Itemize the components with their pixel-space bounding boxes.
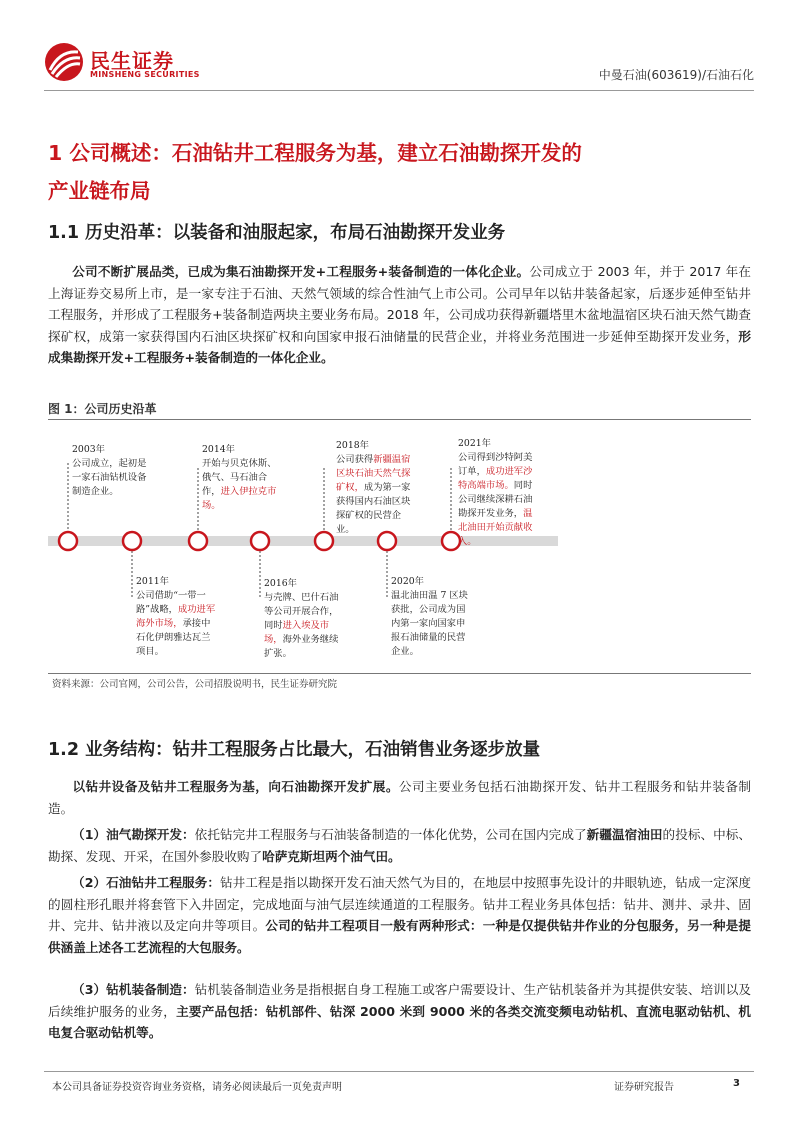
figure-1-title: 图 1：公司历史沿革	[48, 402, 157, 416]
section-1-title-line1: 1 公司概述：石油钻井工程服务为基，建立石油勘探开发的	[48, 141, 582, 165]
page-header	[44, 40, 754, 86]
header-divider	[44, 90, 754, 91]
section-1-1-paragraph	[48, 261, 751, 369]
milestone-2011-text: 2011年 公司借助“一带一路”战略，成功进军海外市场，承接中石化伊朗雅达瓦兰项目。	[136, 576, 216, 657]
minsheng-logo-icon	[44, 42, 84, 82]
milestone-2018-marker	[315, 532, 333, 550]
para-bold-lead: 公司不断扩展品类，已成为集石油勘探开发+工程服务+装备制造的一体化企业。	[72, 264, 530, 279]
history-timeline	[48, 423, 751, 673]
business-item-3: （3）钻机装备制造：钻机装备制造业务是指根据自身工程施工或客户需要设计、生产钻机装备并为其提供安装、培训以及后续维护服务的业务，主要产品包括：钻机部件、钻深 2000 米到 9000 米的各类交流变频电动钻机、直流电驱动钻机、机电复合驱动钻机等。	[48, 982, 752, 1040]
logo	[44, 40, 224, 86]
section-1-1-title: 1.1 历史沿革：以装备和油服起家，布局石油勘探开发业务	[48, 223, 506, 243]
section-1-2-intro: 以钻井设备及钻井工程服务为基，向石油勘探开发扩展。公司主要业务包括石油勘探开发、钻井工程服务和钻井装备制造。	[48, 779, 752, 816]
report-subject: 中曼石油(603619)/石油石化	[598, 68, 754, 82]
business-item-1: （1）油气勘探开发：依托钻完井工程服务与石油装备制造的一体化优势，公司在国内完成了新疆温宿油田的投标、中标、勘探、发现、开采，在国外参股收购了哈萨克斯坦两个油气田。	[48, 827, 752, 864]
section-1-title-line2: 产业链布局	[48, 179, 151, 203]
milestone-2020-text: 2020年 温北油田温 7 区块获批，公司成为国内第一家向国家申报石油储量的民营企业。	[391, 576, 468, 657]
milestone-2003-marker	[59, 532, 77, 550]
milestone-2014-text: 2014年 开始与贝克休斯、俄气、马石油合作，进入伊拉克市场。	[202, 444, 277, 511]
para-body: 公司成立于 2003 年，并于 2017 年在上海证券交易所上市，是一家专注于石油、天然气领域的综合性油气上市公司。公司早年以钻井装备起家，后逐步延伸至钻井工程服务，并形成了工程服务+装备制造两块主要业务布局。2018 年，公司成功获得新疆塔里木盆地温宿区块石油天然气勘查探矿权，成第一家获得国内石油区块探矿权和向国家申报石油储量的民营企业，并将业务范围进一步延伸至勘探开发业务，	[48, 264, 751, 344]
figure-bottom-rule	[48, 673, 751, 674]
footer-divider	[44, 1071, 754, 1072]
milestone-2018-text: 2018年 公司获得新疆温宿区块石油天然气探矿权，成为第一家获得国内石油区块探矿权的民营企业。	[336, 440, 411, 535]
logo-chinese: 民生证券	[90, 49, 174, 73]
section-1-2-title: 1.2 业务结构：钻井工程服务占比最大，石油销售业务逐步放量	[48, 740, 541, 760]
section-1-title	[48, 134, 748, 210]
figure-1-source: 资料来源：公司官网，公司公告，公司招股说明书，民生证券研究院	[52, 679, 338, 690]
report-type: 证券研究报告	[614, 1082, 674, 1093]
milestone-2003-text: 2003年 公司成立，起初是一家石油钻机设备制造企业。	[72, 444, 147, 497]
page-number: 3	[733, 1078, 740, 1089]
milestone-2021-text: 2021年 公司得到沙特阿美订单，成功进军沙特高端市场。同时公司继续深耕石油勘探开发业务，温北油田开始贡献收入。	[458, 438, 533, 547]
disclaimer-note: 本公司具备证券投资咨询业务资格，请务必阅读最后一页免责声明	[52, 1082, 342, 1093]
milestone-2016-text: 2016年 与壳牌、巴什石油等公司开展合作，同时进入埃及市场，海外业务继续扩张。	[264, 578, 339, 659]
para-bold-tail: 形成集勘探开发+工程服务+装备制造的一体化企业。	[48, 328, 751, 365]
milestone-2014-marker	[189, 532, 207, 550]
milestone-2011-marker	[123, 532, 141, 550]
logo-english: MINSHENG SECURITIES	[90, 70, 200, 79]
business-item-2: （2）石油钻井工程服务：钻井工程是指以勘探开发石油天然气为目的，在地层中按照事先设计的井眼轨迹，钻成一定深度的圆柱形孔眼并将套管下入井固定，完成地面与油气层连续通道的工程服务。钻井工程业务具体包括：钻井、测井、录井、固井、完井、钻井液以及定向井等项目。公司的钻井工程项目一般有两种形式：一种是仅提供钻井作业的分包服务，另一种是提供涵盖上述各工艺流程的大包服务。	[48, 875, 752, 955]
milestone-2016-marker	[251, 532, 269, 550]
figure-top-rule	[48, 419, 751, 420]
